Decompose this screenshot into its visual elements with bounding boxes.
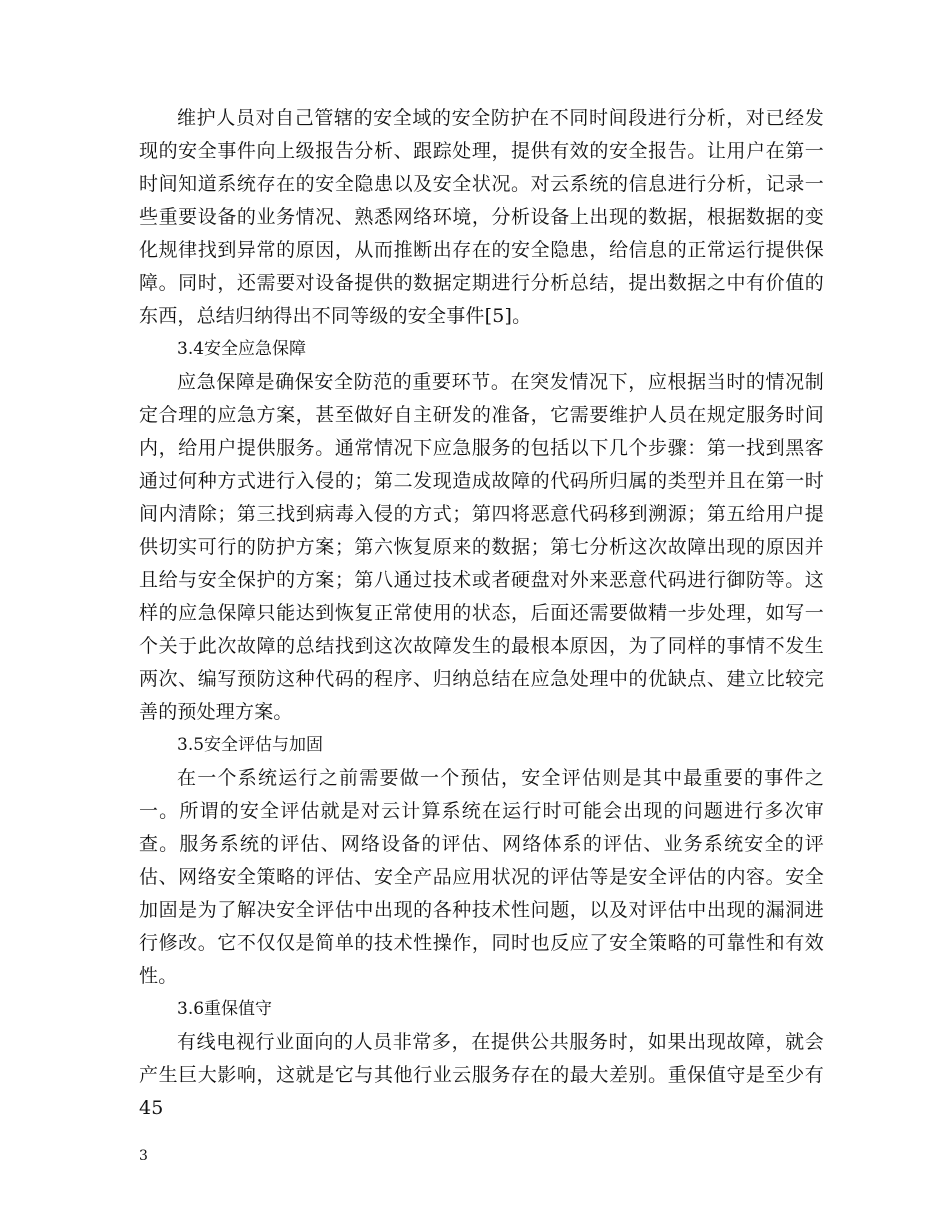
paragraph-emergency-support: 应急保障是确保安全防范的重要环节。在突发情况下，应根据当时的情况制定合理的应急方案，甚至做好自主研发的准备，它需要维护人员在规定服务时间内，给用户提供服务。通常情况下应急服务的包括以下几个步骤：第一找到黑客通过何种方式进行入侵的；第二发现造成故障的代码所归属的类型并且在第一时间内清除；第三找到病毒入侵的方式；第四将恶意代码移到溯源；第五给用户提供切实可行的防护方案；第六恢复原来的数据；第七分析这次故障出现的原因并且给与安全保护的方案；第八通过技术或者硬盘对外来恶意代码进行御防等。这样的应急保障只能达到恢复正常使用的状态，后面还需要做精一步处理，如写一个关于此次故障的总结找到这次故障发生的最根本原因，为了同样的事情不发生两次、编写预防这种代码的程序、归纳总结在应急处理中的优缺点、建立比较完善的预处理方案。	[139, 371, 824, 723]
paragraph-security-assessment: 在一个系统运行之前需要做一个预估，安全评估则是其中最重要的事件之一。所谓的安全评估就是对云计算系统在运行时可能会出现的问题进行多次审查。服务系统的评估、网络设备的评估、网络体系的评估、业务系统安全的评估、网络安全策略的评估、安全产品应用状况的评估等是安全评估的内容。安全加固是为了解决安全评估中出现的各种技术性问题，以及对评估中出现的漏洞进行修改。它不仅仅是简单的技术性操作，同时也反应了安全策略的可靠性和有效性。	[139, 767, 824, 987]
section-heading-3-6: 3.6重保值守	[177, 999, 273, 1019]
paragraph-security-analysis: 维护人员对自己管辖的安全域的安全防护在不同时间段进行分析，对已经发现的安全事件向上级报告分析、跟踪处理，提供有效的安全报告。让用户在第一时间知道系统存在的安全隐患以及安全状况。对云系统的信息进行分析，记录一些重要设备的业务情况、熟悉网络环境，分析设备上出现的数据，根据数据的变化规律找到异常的原因，从而推断出存在的安全隐患，给信息的正常运行提供保障。同时，还需要对设备提供的数据定期进行分析总结，提出数据之中有价值的东西，总结归纳得出不同等级的安全事件[5]。	[139, 107, 824, 327]
section-heading-3-4: 3.4安全应急保障	[177, 339, 307, 359]
section-heading-3-5: 3.5安全评估与加固	[177, 735, 324, 755]
paragraph-key-support-duty: 有线电视行业面向的人员非常多，在提供公共服务时，如果出现故障，就会产生巨大影响，这就是它与其他行业云服务存在的最大差别。重保值守是至少有45	[139, 1031, 824, 1119]
page-number: 3	[139, 1148, 148, 1164]
document-body	[139, 102, 824, 1125]
